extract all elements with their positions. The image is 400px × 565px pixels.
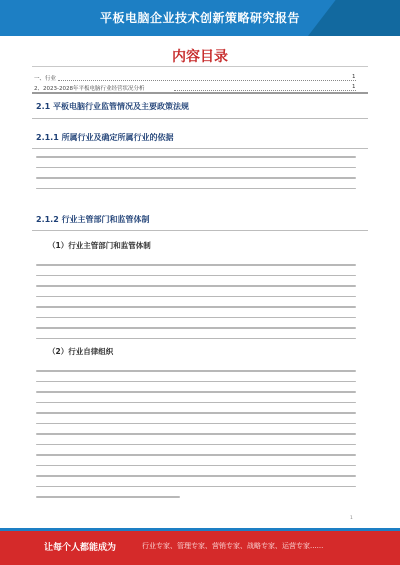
toc-leader-dots bbox=[174, 84, 356, 91]
subsection-heading: 2.1.2 行业主管部门和监管体制 bbox=[36, 215, 150, 224]
report-title: 平板电脑企业技术创新策略研究报告 bbox=[99, 11, 300, 25]
toc-divider bbox=[32, 66, 368, 67]
paragraph-block bbox=[36, 264, 356, 348]
section-rule bbox=[32, 148, 368, 149]
section-heading: 2.1 平板电脑行业监管情况及主要政策法规 bbox=[36, 102, 189, 111]
toc-item-page: 1 bbox=[352, 84, 356, 90]
page-number: 1 bbox=[350, 516, 353, 521]
toc-title: 内容目录 bbox=[172, 49, 228, 65]
subsection-heading: 2.1.1 所属行业及确定所属行业的依据 bbox=[36, 133, 174, 142]
section-rule bbox=[32, 118, 368, 119]
section-separator bbox=[32, 92, 368, 94]
paragraph-block bbox=[36, 156, 356, 198]
footer-tags: 行业专家、管理专家、营销专家、战略专家、运营专家...... bbox=[142, 542, 324, 550]
footer-stripe bbox=[0, 528, 400, 531]
toc-item-label: 2、2023-2028年平板电脑行业经营状况分析 bbox=[34, 86, 145, 92]
sub-heading: （2）行业自律组织 bbox=[48, 347, 114, 356]
toc-item-page: 1 bbox=[352, 74, 356, 80]
section-rule bbox=[32, 230, 368, 231]
toc-item[interactable] bbox=[34, 74, 356, 82]
toc-item[interactable] bbox=[34, 84, 356, 92]
sub-heading: （1）行业主管部门和监管体制 bbox=[48, 241, 151, 250]
toc-leader-dots bbox=[58, 74, 356, 81]
paragraph-block bbox=[36, 370, 356, 507]
footer-slogan: 让每个人都能成为 bbox=[44, 543, 117, 553]
toc-item-label: 一、行业 bbox=[34, 76, 57, 82]
